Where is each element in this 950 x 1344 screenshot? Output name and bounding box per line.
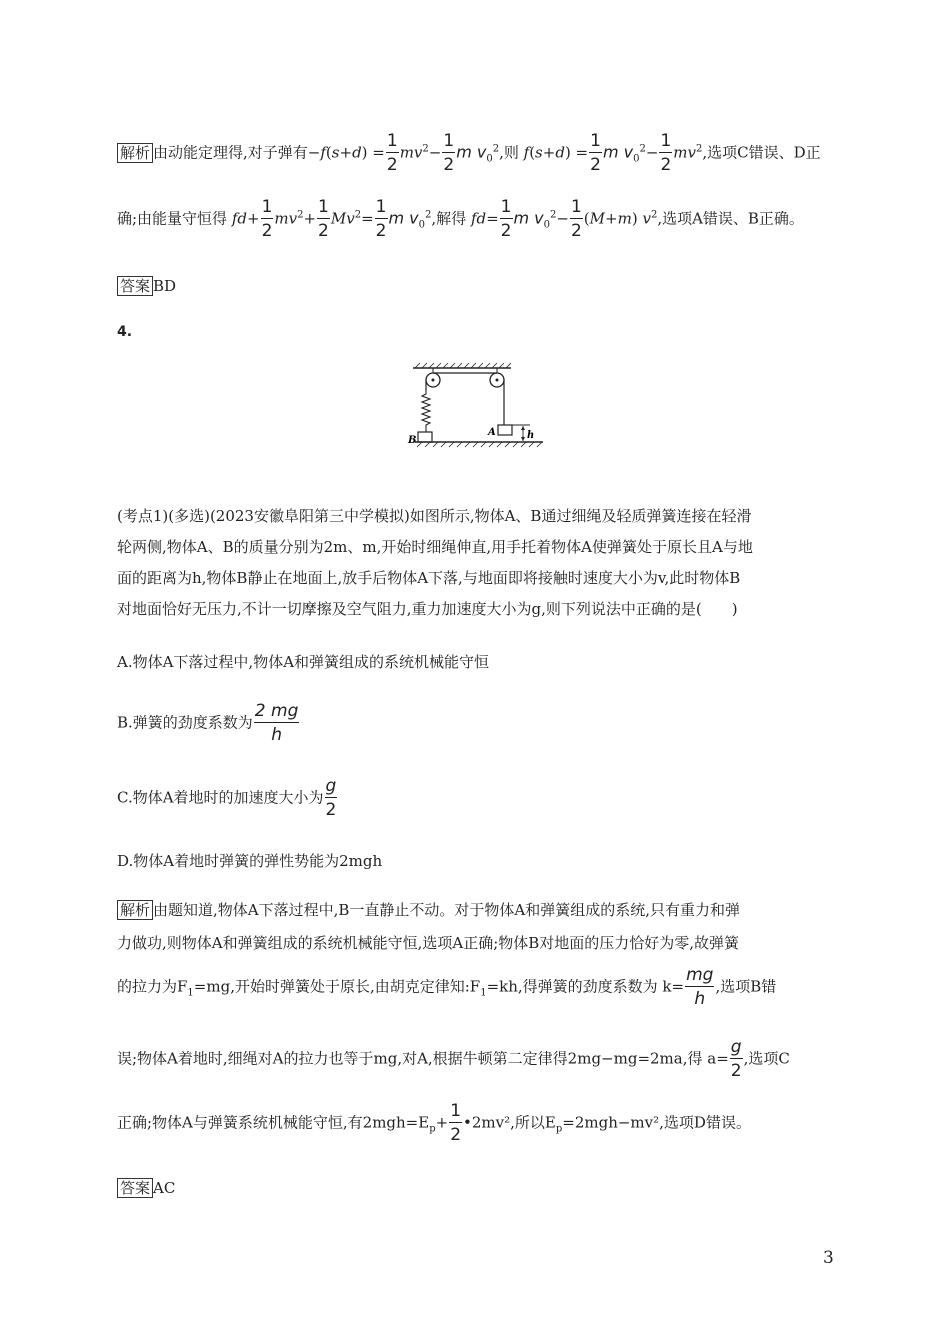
q4-stem-line-3: 面的距离为h,物体B静止在地面上,放手后物体A下落,与地面即将接触时速度大小为v,此时物体B xyxy=(117,569,741,587)
question-number: 4. xyxy=(117,324,133,340)
analysis-tag: 解析 xyxy=(117,143,153,163)
label-h: h xyxy=(527,430,535,441)
block-b xyxy=(418,432,432,442)
pulley-spring-diagram xyxy=(405,360,545,460)
answer-tag: 答案 xyxy=(117,1178,153,1198)
q4-analysis-line-3: 的拉力为$F_1=mg$,开始时弹簧处于原长,由胡克定律知$:F_1=kh$,得弹簧的劲度系数为 k= $\frac{mg}{h}$ ,选项B错 xyxy=(117,965,777,1009)
label-a: A xyxy=(488,427,496,438)
pulley-left xyxy=(426,368,440,387)
page-number: 3 xyxy=(823,1248,834,1268)
option-d: D.物体A着地时弹簧的弹性势能为2mgh xyxy=(117,852,383,870)
block-a xyxy=(498,425,512,435)
q4-analysis-line-4: 误;物体A着地时,细绳对A的拉力也等于mg,对A,根据牛顿第二定律得2mg−mg=2ma,得 a= $\frac{g}{2}$ ,选项C xyxy=(117,1037,790,1081)
spring xyxy=(422,390,430,432)
pulley-right xyxy=(490,368,504,387)
option-a: A.物体A下落过程中,物体A和弹簧组成的系统机械能守恒 xyxy=(117,653,490,671)
answer-tag: 答案 xyxy=(117,276,153,296)
analysis-tag: 解析 xyxy=(117,900,153,920)
q3-analysis-line-2: 确;由能量守恒得 fd+ $\frac{1}{2}$ $mv^2+$ $\frac{1}{2}$ $Mv^2=$ $\frac{1}{2}$ m $v_0^2$,解得 fd= $\frac{1}{2}$ m $v_0^2-$ $\frac{1}{2}$ (M+m) $v^2$,选项A错误、B正确。 xyxy=(117,197,804,241)
label-b: B xyxy=(408,435,417,446)
option-b: B.弹簧的劲度系数为 $\frac{2 mg}{h}$ xyxy=(117,701,299,745)
q3-analysis-line-1: 解析 由动能定理得,对子弹有−f(s+d) = $\frac{1}{2}$ $mv^2-$ $\frac{1}{2}$ m $v_0^2$,则 f(s+d) = $\frac{1}{2}$ m $v_0^2-$ $\frac{1}{2}$ $mv^2$,选项C错误、D正 xyxy=(117,130,821,177)
q4-analysis-line-2: 力做功,则物体A和弹簧组成的系统机械能守恒,选项A正确;物体B对地面的压力恰好为零,故弹簧 xyxy=(117,934,740,952)
q4-answer: 答案 AC xyxy=(117,1178,175,1198)
q4-analysis-line-1: 解析 由题知道,物体A下落过程中,B一直静止不动。对于物体A和弹簧组成的系统,只有重力和弹 xyxy=(117,899,740,920)
q4-stem-line-4: 对地面恰好无压力,不计一切摩擦及空气阻力,重力加速度大小为g,则下列说法中正确的是( ) xyxy=(117,600,738,618)
q4-stem-line-1: (考点1)(多选)(2023安徽阜阳第三中学模拟)如图所示,物体A、B通过细绳及轻质弹簧连接在轻滑 xyxy=(117,507,752,525)
q4-analysis-line-5: 正确;物体A与弹簧系统机械能守恒,有$2mgh=E_p+$ $\frac{1}{2}$ •2mv²,所以$E_p=2mgh-mv^2$,选项D错误。 xyxy=(117,1101,751,1145)
option-c: C.物体A着地时的加速度大小为 $\frac{g}{2}$ xyxy=(117,776,337,820)
q4-stem-line-2: 轮两侧,物体A、B的质量分别为2m、m,开始时细绳伸直,用手托着物体A使弹簧处于原长且A与地 xyxy=(117,538,753,556)
q3-answer: 答案 BD xyxy=(117,276,176,296)
